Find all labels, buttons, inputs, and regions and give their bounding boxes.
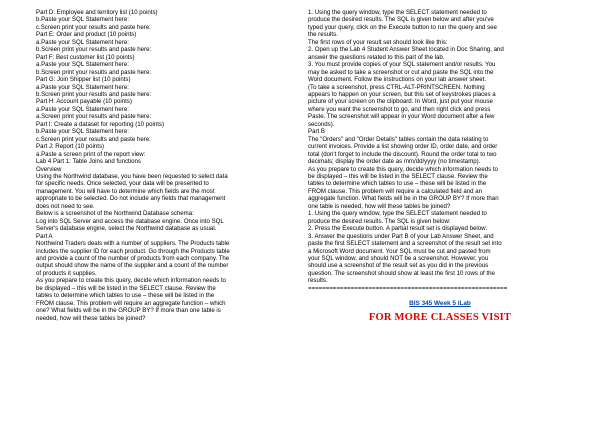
text-line: 3. You must provide copies of your SQL statement and/or results. You [308, 61, 496, 69]
text-line: tables to determine which tables to use – these will be listed in the [308, 180, 487, 188]
text-line: 1. Using the query window, type the SELECT statement needed to [308, 210, 487, 218]
text-line: where you want the screenshot to go, and then right click and press [308, 105, 491, 113]
text-line: Server's database engine, select the Northwind database as usual. [36, 225, 217, 233]
text-line: As you prepare to create this query, decide which information needs to [308, 165, 498, 173]
text-line: produce the desired results. The SQL is given below: [308, 217, 451, 225]
text-line: b.Screen print your results and paste here: [36, 90, 152, 98]
text-line: tables to determine which tables to use – these will be listed in the [36, 292, 215, 300]
right-column-text [308, 9, 572, 292]
text-line: and provide a count of the number of products from each company. The [36, 254, 230, 262]
text-line: (To take a screenshot, press CTRL-ALT-PRINTSCREEN. Nothing [308, 83, 485, 91]
text-line: for specific needs. Once selected, your data will be presented to [36, 180, 209, 188]
text-line: aggregate function. What fields will be in the GROUP BY? If more than [308, 195, 499, 203]
text-line: Part A [36, 232, 53, 240]
text-line: produce the desired results. The SQL is given below and after you've [308, 16, 494, 24]
text-line: As you prepare to create this query, decide which information needs to [36, 277, 226, 285]
text-line: The first rows of your result set should look like this: [308, 38, 448, 46]
text-line: be displayed – this will be listed in the SELECT clause. Review the [308, 172, 488, 180]
text-line: Overview [36, 165, 62, 173]
text-line: the results. [308, 31, 338, 39]
text-line: b.Paste your SQL Statement here: [36, 128, 129, 136]
text-line: 2. Press the Execute button. A partial result set is displayed below: [308, 225, 488, 233]
text-line: a.Paste your SQL Statement here: [36, 105, 129, 113]
text-line: c.Screen print your results and paste here: [36, 23, 151, 31]
text-line: Below is a screenshot of the Northwind Database schema: [36, 210, 194, 218]
text-line: b.Screen print your results and paste here: [36, 46, 152, 54]
text-line: Log into SQL Server and access the database engine. Once into SQL [36, 217, 224, 225]
text-line: of products it supplies. [36, 269, 97, 277]
text-line: Lab 4 Part 1: Table Joins and functions [36, 158, 141, 166]
text-line: Part B [308, 128, 325, 136]
text-line: Part J: Report (10 points) [36, 143, 105, 151]
course-link-wrap [308, 300, 572, 308]
text-line: b.Screen print your results and paste here: [36, 68, 152, 76]
text-line: be displayed – this will be listed in the SELECT clause. Review the [36, 284, 216, 292]
text-line: question. The screenshot should show at least the first 10 rows of the [308, 269, 495, 277]
promo-banner[interactable]: FOR MORE CLASSES VISIT [368, 312, 512, 324]
text-line: decimals; display the order date as mm/dd/yyyy (no timestamp). [308, 158, 481, 166]
text-line: Northwind Traders deals with a number of suppliers. The Products table [36, 240, 230, 248]
text-line: ======================================================== [308, 284, 508, 292]
text-line: paste the first SELECT statement and a screenshot of the result set into [308, 240, 502, 248]
text-line: total (don't forget to include the discount). Round the order total to two [308, 150, 497, 158]
text-line: FROM clause. This problem will require an aggregate function – which [36, 299, 226, 307]
text-line: 3. Answer the questions under Part B of your Lab Answer Sheet, and [308, 232, 494, 240]
text-line: a.Paste your SQL Statement here: [36, 61, 129, 69]
text-line: 2. Open up the Lab 4 Student Answer Sheet located in Doc Sharing, and [308, 46, 504, 54]
text-line: FROM clause. This problem will require a calculated field and an [308, 187, 482, 195]
text-line: results. [308, 277, 328, 285]
text-line: current invoices. Provide a list showing order ID, order date, and order [308, 143, 498, 151]
text-line: includes the supplier ID for each product. Go through the Products table [36, 247, 230, 255]
text-line: Part I: Create a dataset for reporting (10 points) [36, 120, 165, 128]
text-line: one? What fields will be in the GROUP BY? If more than one table is [36, 307, 221, 315]
text-line: b.Paste your SQL Statement here: [36, 16, 129, 24]
text-line: one table is needed, how will these tables be joined? [308, 202, 451, 210]
text-line: Part E: Order and product (10 points) [36, 31, 137, 39]
text-line: Part G: Join Shipper list (10 points) [36, 76, 131, 84]
text-line: a.Paste your SQL Statement here: [36, 38, 129, 46]
text-line: appears to happen on your screen, but this set of keystrokes places a [308, 90, 496, 98]
course-link[interactable]: BIS 345 Week 5 iLab [409, 300, 471, 308]
text-line: seconds). [308, 120, 335, 128]
text-line: Part H: Account payable (10 points) [36, 98, 132, 106]
text-line: Word document. Follow the instructions on your lab answer sheet. [308, 76, 487, 84]
text-line: Part F: Best customer list (10 points) [36, 53, 135, 61]
text-line: should use a screenshot of the result set as you did in the previous [308, 262, 489, 270]
text-line: a.Paste a screen print of the report view: [36, 150, 146, 158]
text-line: appropriate to be selected. Do not include any fields that management [36, 195, 226, 203]
text-line: picture of your screen on the clipboard. In Word, just put your mouse [308, 98, 493, 106]
text-line: a Microsoft Word document. Your SQL must be cut and pasted from [308, 247, 491, 255]
text-line: answer the questions related to this part of the lab. [308, 53, 445, 61]
text-line: The "Orders" and "Order Details" tables contain the data relating to [308, 135, 489, 143]
text-line: typed your query, click on the Execute button to run the query and see [308, 23, 497, 31]
text-line: a.Screen print your results and paste here: [36, 113, 152, 121]
text-line: a.Paste your SQL Statement here: [36, 83, 129, 91]
text-line: may be asked to take a screenshot or cut and paste the SQL into the [308, 68, 494, 76]
text-line: Part D: Employee and territory list (10 points) [36, 9, 158, 16]
text-line: your SQL window, and should NOT be a screenshot. However, you [308, 254, 489, 262]
text-line: c.Screen print your results and paste here: [36, 135, 151, 143]
left-column [36, 9, 300, 322]
text-line: Paste. The screenshot will appear in your Word document after a few [308, 113, 495, 121]
text-line: output should show the name of the supplier and a count of the number [36, 262, 229, 270]
text-line: Using the Northwind database, you have been requested to select data [36, 172, 228, 180]
text-line: needed, how will these tables be joined? [36, 314, 146, 322]
right-column [308, 9, 572, 324]
text-line: management. You will have to determine which fields are the most [36, 187, 215, 195]
text-line: 1. Using the query window, type the SELECT statement needed to [308, 9, 487, 16]
text-line: does not need to see. [36, 202, 95, 210]
